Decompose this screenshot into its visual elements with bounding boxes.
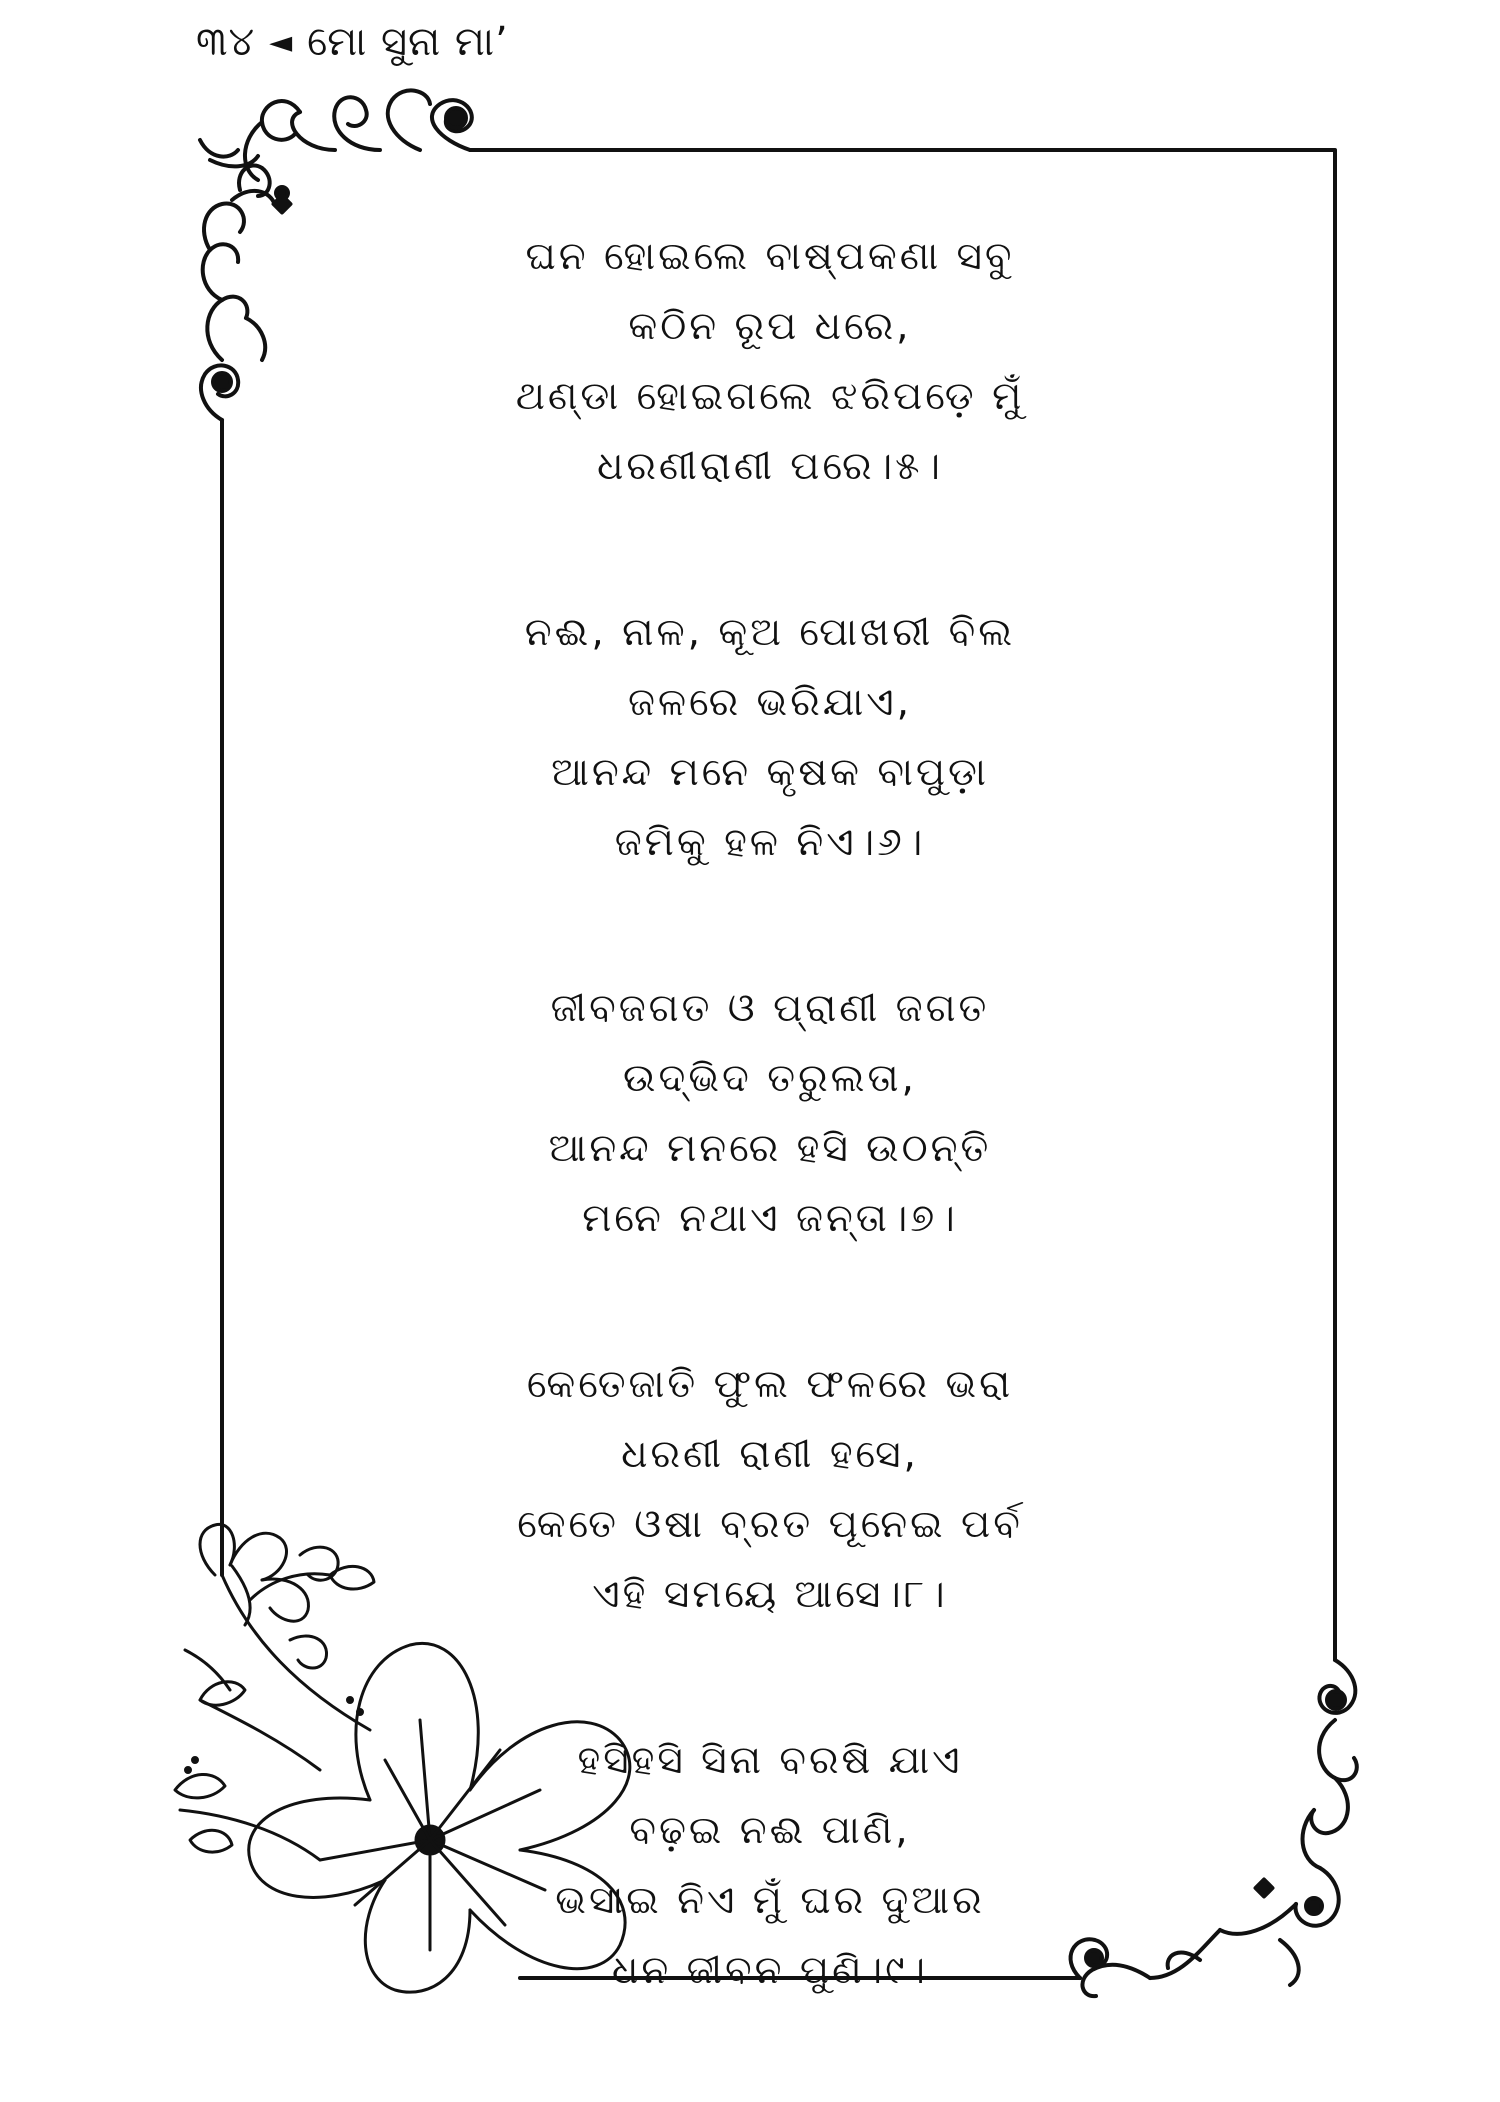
stanza-5 (400, 1726, 1140, 2006)
stanza-4 (400, 1350, 1140, 1630)
poem-line: ଧରଣୀରାଣୀ ପରେ।୫। (596, 444, 944, 489)
poem-line: କେତେଜାତି ଫୁଲ ଫଳରେ ଭରା (526, 1362, 1014, 1407)
page-number: ୩୪ (196, 19, 256, 65)
poem-line: ଉଦ୍ଭିଦ ତରୁଲତା, (623, 1056, 917, 1101)
poem-line: ଜଳରେ ଭରିଯାଏ, (627, 680, 913, 725)
left-arrow-icon: ◄ (269, 25, 294, 60)
poem-line: ନଈ, ନାଳ, କୂଅ ପୋଖରୀ ବିଲ (524, 610, 1016, 655)
stanza-1 (400, 222, 1140, 502)
poem-line: ଜୀବଜଗତ ଓ ପ୍ରାଣୀ ଜଗତ (550, 986, 990, 1031)
poem-line: ଏହି ସମୟେ ଆସେ।୮। (592, 1572, 948, 1617)
stanza-2 (400, 598, 1140, 878)
poem-body (400, 222, 1140, 2102)
poem-line: କଠିନ ରୂପ ଧରେ, (628, 304, 912, 349)
poem-line: ଜମିକୁ ହଳ ନିଏ।୬। (614, 820, 926, 865)
poem-line: ଘନ ହୋଇଲେ ବାଷ୍ପକଣା ସବୁ (525, 234, 1015, 279)
poem-line: କେତେ ଓଷା ବ୍ରତ ପୂନେଇ ପର୍ବ (517, 1502, 1023, 1547)
poem-line: ଥଣ୍ଡା ହୋଇଗଲେ ଝରିପଡ଼େ ମୁଁ (515, 374, 1025, 419)
poem-line: ହସିହସି ସିନା ବରଷି ଯାଏ (577, 1738, 963, 1783)
poem-line: ମନେ ନଥାଏ ଜନ୍ତା।୭। (582, 1196, 958, 1241)
poem-line: ଧରଣୀ ରାଣୀ ହସେ, (621, 1432, 919, 1477)
poem-line: ବଢ଼ଇ ନଈ ପାଣି, (629, 1808, 911, 1853)
stanza-3 (400, 974, 1140, 1254)
book-title: ମୋ ସୁନା ମା’ (307, 19, 509, 65)
poem-line: ଧନ ଜୀବନ ପୁଣି।୯। (611, 1948, 929, 1993)
poem-line: ଭସାଇ ନିଏ ମୁଁ ଘର ଦୁଆର (555, 1878, 985, 1923)
poem-line: ଆନନ୍ଦ ମନେ କୃଷକ ବାପୁଡ଼ା (551, 750, 989, 795)
poem-line: ଆନନ୍ଦ ମନରେ ହସି ଉଠନ୍ତି (548, 1126, 992, 1171)
